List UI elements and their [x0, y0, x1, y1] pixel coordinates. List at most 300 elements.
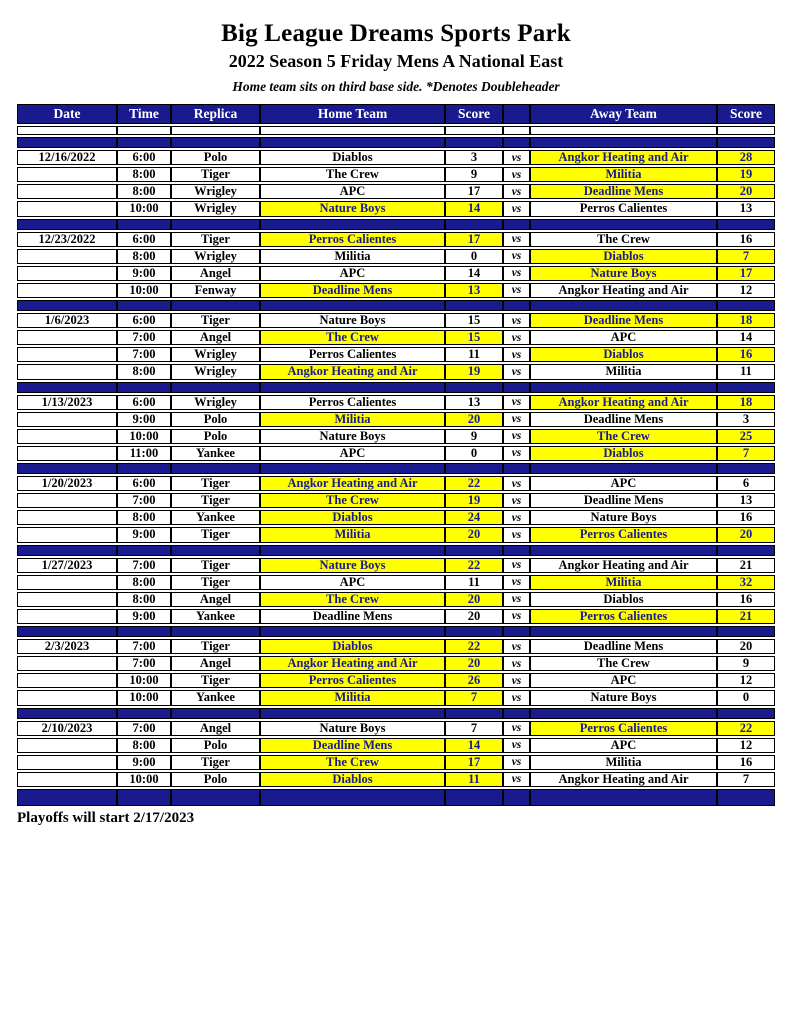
- game-row: [17, 364, 775, 379]
- time-cell: 10:00: [117, 772, 171, 787]
- home-score-cell: 20: [445, 656, 503, 671]
- separator-cell: [445, 545, 503, 556]
- away-team-cell: Deadline Mens: [530, 493, 717, 508]
- time-cell: 7:00: [117, 347, 171, 362]
- home-score-cell: 20: [445, 412, 503, 427]
- home-team-cell: Perros Calientes: [260, 395, 445, 410]
- separator-cell: [171, 300, 260, 311]
- col-header-home-score: Score: [445, 104, 503, 124]
- separator-cell: [17, 300, 117, 311]
- time-cell: 10:00: [117, 673, 171, 688]
- separator-cell: [530, 382, 717, 393]
- away-score-cell: 16: [717, 232, 775, 247]
- game-row: [17, 167, 775, 182]
- away-team-cell: Diablos: [530, 347, 717, 362]
- col-header-away-team: Away Team: [530, 104, 717, 124]
- replica-cell: Tiger: [171, 575, 260, 590]
- time-cell: 6:00: [117, 313, 171, 328]
- col-header-replica: Replica: [171, 104, 260, 124]
- away-score-cell: 13: [717, 493, 775, 508]
- home-team-cell: Perros Calientes: [260, 232, 445, 247]
- vs-cell: vs: [503, 476, 530, 491]
- separator-row: [17, 463, 775, 474]
- game-row: [17, 412, 775, 427]
- date-cell: [17, 772, 117, 787]
- home-score-cell: 26: [445, 673, 503, 688]
- time-cell: 6:00: [117, 150, 171, 165]
- replica-cell: Tiger: [171, 673, 260, 688]
- time-cell: 8:00: [117, 184, 171, 199]
- game-row: [17, 772, 775, 787]
- home-score-cell: 14: [445, 201, 503, 216]
- away-team-cell: Angkor Heating and Air: [530, 558, 717, 573]
- vs-cell: vs: [503, 150, 530, 165]
- separator-cell: [530, 137, 717, 148]
- date-cell: [17, 266, 117, 281]
- home-score-cell: 0: [445, 446, 503, 461]
- vs-cell: vs: [503, 673, 530, 688]
- time-cell: 9:00: [117, 412, 171, 427]
- time-cell: 9:00: [117, 609, 171, 624]
- schedule-table: [17, 102, 775, 808]
- away-team-cell: Angkor Heating and Air: [530, 395, 717, 410]
- date-cell: [17, 446, 117, 461]
- date-cell: 2/10/2023: [17, 721, 117, 736]
- game-row: [17, 395, 775, 410]
- spacer-cell: [117, 126, 171, 135]
- col-header-time: Time: [117, 104, 171, 124]
- time-cell: 8:00: [117, 249, 171, 264]
- game-row: [17, 510, 775, 525]
- game-row: [17, 755, 775, 770]
- replica-cell: Tiger: [171, 493, 260, 508]
- home-score-cell: 20: [445, 609, 503, 624]
- time-cell: 7:00: [117, 656, 171, 671]
- time-cell: 9:00: [117, 755, 171, 770]
- away-score-cell: 17: [717, 266, 775, 281]
- game-row: [17, 429, 775, 444]
- time-cell: 8:00: [117, 510, 171, 525]
- separator-cell: [260, 789, 445, 806]
- game-row: [17, 609, 775, 624]
- away-team-cell: Diablos: [530, 249, 717, 264]
- away-score-cell: 16: [717, 755, 775, 770]
- separator-cell: [260, 300, 445, 311]
- away-score-cell: 20: [717, 639, 775, 654]
- home-score-cell: 0: [445, 249, 503, 264]
- date-cell: [17, 690, 117, 705]
- replica-cell: Yankee: [171, 446, 260, 461]
- vs-cell: vs: [503, 656, 530, 671]
- replica-cell: Angel: [171, 656, 260, 671]
- home-team-cell: Nature Boys: [260, 429, 445, 444]
- home-team-cell: Nature Boys: [260, 558, 445, 573]
- date-cell: [17, 283, 117, 298]
- separator-cell: [445, 626, 503, 637]
- home-score-cell: 13: [445, 395, 503, 410]
- replica-cell: Tiger: [171, 313, 260, 328]
- replica-cell: Angel: [171, 330, 260, 345]
- home-team-cell: Militia: [260, 527, 445, 542]
- separator-cell: [260, 545, 445, 556]
- col-header-vs: [503, 104, 530, 124]
- game-row: [17, 575, 775, 590]
- home-score-cell: 11: [445, 575, 503, 590]
- separator-cell: [445, 463, 503, 474]
- time-cell: 8:00: [117, 738, 171, 753]
- replica-cell: Yankee: [171, 609, 260, 624]
- home-score-cell: 13: [445, 283, 503, 298]
- spacer-row: [17, 126, 775, 135]
- time-cell: 10:00: [117, 201, 171, 216]
- separator-row: [17, 789, 775, 806]
- spacer-cell: [171, 126, 260, 135]
- separator-cell: [717, 300, 775, 311]
- date-cell: [17, 493, 117, 508]
- time-cell: 7:00: [117, 639, 171, 654]
- away-team-cell: Militia: [530, 575, 717, 590]
- separator-cell: [260, 219, 445, 230]
- away-score-cell: 16: [717, 510, 775, 525]
- away-team-cell: Deadline Mens: [530, 639, 717, 654]
- col-header-date: Date: [17, 104, 117, 124]
- away-team-cell: Deadline Mens: [530, 313, 717, 328]
- separator-row: [17, 137, 775, 148]
- replica-cell: Wrigley: [171, 201, 260, 216]
- vs-cell: vs: [503, 330, 530, 345]
- vs-cell: vs: [503, 266, 530, 281]
- home-team-cell: Nature Boys: [260, 313, 445, 328]
- vs-cell: vs: [503, 639, 530, 654]
- away-team-cell: Militia: [530, 167, 717, 182]
- home-score-cell: 7: [445, 690, 503, 705]
- page-subtitle: 2022 Season 5 Friday Mens A National East: [228, 51, 564, 71]
- date-cell: [17, 592, 117, 607]
- time-cell: 10:00: [117, 690, 171, 705]
- replica-cell: Polo: [171, 429, 260, 444]
- away-score-cell: 21: [717, 558, 775, 573]
- vs-cell: vs: [503, 232, 530, 247]
- separator-cell: [17, 219, 117, 230]
- separator-cell: [117, 708, 171, 719]
- separator-cell: [17, 708, 117, 719]
- separator-cell: [530, 789, 717, 806]
- vs-cell: vs: [503, 446, 530, 461]
- vs-cell: vs: [503, 772, 530, 787]
- time-cell: 7:00: [117, 493, 171, 508]
- vs-cell: vs: [503, 201, 530, 216]
- away-score-cell: 9: [717, 656, 775, 671]
- separator-cell: [717, 137, 775, 148]
- away-team-cell: APC: [530, 673, 717, 688]
- vs-cell: vs: [503, 429, 530, 444]
- separator-cell: [260, 708, 445, 719]
- separator-cell: [717, 219, 775, 230]
- home-team-cell: Perros Calientes: [260, 347, 445, 362]
- separator-cell: [503, 137, 530, 148]
- time-cell: 9:00: [117, 527, 171, 542]
- date-cell: [17, 755, 117, 770]
- away-team-cell: The Crew: [530, 429, 717, 444]
- date-cell: [17, 201, 117, 216]
- separator-row: [17, 545, 775, 556]
- time-cell: 8:00: [117, 575, 171, 590]
- replica-cell: Fenway: [171, 283, 260, 298]
- separator-cell: [117, 219, 171, 230]
- home-score-cell: 22: [445, 558, 503, 573]
- date-cell: 1/6/2023: [17, 313, 117, 328]
- vs-cell: vs: [503, 558, 530, 573]
- date-cell: [17, 738, 117, 753]
- separator-cell: [171, 463, 260, 474]
- home-score-cell: 17: [445, 184, 503, 199]
- home-score-cell: 22: [445, 476, 503, 491]
- separator-cell: [717, 626, 775, 637]
- home-score-cell: 15: [445, 330, 503, 345]
- home-team-cell: Nature Boys: [260, 721, 445, 736]
- replica-cell: Wrigley: [171, 184, 260, 199]
- vs-cell: vs: [503, 721, 530, 736]
- separator-cell: [530, 545, 717, 556]
- time-cell: 11:00: [117, 446, 171, 461]
- home-score-cell: 14: [445, 266, 503, 281]
- date-cell: [17, 330, 117, 345]
- game-row: [17, 738, 775, 753]
- vs-cell: vs: [503, 527, 530, 542]
- vs-cell: vs: [503, 592, 530, 607]
- home-team-cell: Militia: [260, 249, 445, 264]
- replica-cell: Wrigley: [171, 249, 260, 264]
- game-row: [17, 232, 775, 247]
- date-cell: [17, 656, 117, 671]
- spacer-cell: [503, 126, 530, 135]
- home-team-cell: Diablos: [260, 510, 445, 525]
- home-score-cell: 7: [445, 721, 503, 736]
- away-score-cell: 32: [717, 575, 775, 590]
- replica-cell: Tiger: [171, 232, 260, 247]
- date-cell: [17, 347, 117, 362]
- game-row: [17, 266, 775, 281]
- vs-cell: vs: [503, 364, 530, 379]
- home-team-cell: Deadline Mens: [260, 738, 445, 753]
- home-team-cell: APC: [260, 575, 445, 590]
- separator-row: [17, 708, 775, 719]
- time-cell: 8:00: [117, 167, 171, 182]
- time-cell: 7:00: [117, 721, 171, 736]
- replica-cell: Wrigley: [171, 347, 260, 362]
- page-title: Big League Dreams Sports Park: [221, 20, 571, 47]
- game-row: [17, 446, 775, 461]
- separator-cell: [171, 545, 260, 556]
- date-cell: 1/20/2023: [17, 476, 117, 491]
- vs-cell: vs: [503, 167, 530, 182]
- home-team-cell: Diablos: [260, 150, 445, 165]
- replica-cell: Polo: [171, 412, 260, 427]
- replica-cell: Tiger: [171, 167, 260, 182]
- date-cell: 1/13/2023: [17, 395, 117, 410]
- away-score-cell: 12: [717, 673, 775, 688]
- game-row: [17, 558, 775, 573]
- separator-cell: [117, 300, 171, 311]
- home-team-cell: Deadline Mens: [260, 609, 445, 624]
- home-team-cell: APC: [260, 184, 445, 199]
- separator-cell: [717, 789, 775, 806]
- away-score-cell: 20: [717, 527, 775, 542]
- date-cell: 12/16/2022: [17, 150, 117, 165]
- away-team-cell: Perros Calientes: [530, 721, 717, 736]
- game-row: [17, 527, 775, 542]
- separator-cell: [717, 463, 775, 474]
- away-score-cell: 25: [717, 429, 775, 444]
- replica-cell: Tiger: [171, 755, 260, 770]
- vs-cell: vs: [503, 347, 530, 362]
- away-team-cell: Angkor Heating and Air: [530, 283, 717, 298]
- vs-cell: vs: [503, 738, 530, 753]
- home-score-cell: 14: [445, 738, 503, 753]
- home-score-cell: 24: [445, 510, 503, 525]
- separator-cell: [530, 300, 717, 311]
- separator-cell: [17, 789, 117, 806]
- spacer-cell: [260, 126, 445, 135]
- away-team-cell: The Crew: [530, 232, 717, 247]
- time-cell: 6:00: [117, 395, 171, 410]
- separator-cell: [503, 382, 530, 393]
- separator-cell: [260, 463, 445, 474]
- home-score-cell: 22: [445, 639, 503, 654]
- separator-cell: [530, 463, 717, 474]
- date-cell: [17, 429, 117, 444]
- date-cell: [17, 184, 117, 199]
- time-cell: 10:00: [117, 429, 171, 444]
- time-cell: 7:00: [117, 330, 171, 345]
- date-cell: [17, 527, 117, 542]
- home-team-cell: Militia: [260, 690, 445, 705]
- date-cell: [17, 510, 117, 525]
- away-score-cell: 13: [717, 201, 775, 216]
- game-row: [17, 249, 775, 264]
- date-cell: [17, 167, 117, 182]
- game-row: [17, 330, 775, 345]
- vs-cell: vs: [503, 395, 530, 410]
- vs-cell: vs: [503, 313, 530, 328]
- separator-row: [17, 382, 775, 393]
- time-cell: 6:00: [117, 232, 171, 247]
- date-cell: 12/23/2022: [17, 232, 117, 247]
- home-team-cell: Militia: [260, 412, 445, 427]
- game-row: [17, 721, 775, 736]
- away-score-cell: 7: [717, 249, 775, 264]
- vs-cell: vs: [503, 575, 530, 590]
- separator-cell: [445, 300, 503, 311]
- separator-cell: [171, 708, 260, 719]
- separator-cell: [717, 708, 775, 719]
- page-note: Home team sits on third base side. *Denotes Doubleheader: [232, 79, 560, 94]
- home-team-cell: Angkor Heating and Air: [260, 656, 445, 671]
- game-row: [17, 347, 775, 362]
- away-score-cell: 28: [717, 150, 775, 165]
- away-team-cell: Diablos: [530, 592, 717, 607]
- away-score-cell: 0: [717, 690, 775, 705]
- home-team-cell: Nature Boys: [260, 201, 445, 216]
- away-team-cell: APC: [530, 738, 717, 753]
- separator-cell: [117, 382, 171, 393]
- home-team-cell: Deadline Mens: [260, 283, 445, 298]
- date-cell: [17, 249, 117, 264]
- separator-cell: [503, 789, 530, 806]
- away-team-cell: Militia: [530, 755, 717, 770]
- replica-cell: Polo: [171, 772, 260, 787]
- home-score-cell: 17: [445, 755, 503, 770]
- separator-cell: [17, 545, 117, 556]
- separator-cell: [117, 789, 171, 806]
- home-score-cell: 15: [445, 313, 503, 328]
- separator-cell: [503, 626, 530, 637]
- vs-cell: vs: [503, 755, 530, 770]
- game-row: [17, 184, 775, 199]
- replica-cell: Tiger: [171, 527, 260, 542]
- home-score-cell: 11: [445, 772, 503, 787]
- separator-cell: [17, 463, 117, 474]
- replica-cell: Angel: [171, 592, 260, 607]
- vs-cell: vs: [503, 249, 530, 264]
- game-row: [17, 656, 775, 671]
- separator-cell: [445, 708, 503, 719]
- away-score-cell: 7: [717, 446, 775, 461]
- away-team-cell: Diablos: [530, 446, 717, 461]
- time-cell: 9:00: [117, 266, 171, 281]
- replica-cell: Polo: [171, 738, 260, 753]
- home-score-cell: 19: [445, 364, 503, 379]
- separator-cell: [171, 789, 260, 806]
- separator-cell: [171, 382, 260, 393]
- game-row: [17, 313, 775, 328]
- home-team-cell: Diablos: [260, 772, 445, 787]
- vs-cell: vs: [503, 609, 530, 624]
- separator-cell: [117, 137, 171, 148]
- replica-cell: Tiger: [171, 476, 260, 491]
- separator-cell: [171, 137, 260, 148]
- separator-cell: [717, 545, 775, 556]
- home-team-cell: The Crew: [260, 755, 445, 770]
- separator-cell: [117, 545, 171, 556]
- home-score-cell: 9: [445, 167, 503, 182]
- separator-cell: [503, 300, 530, 311]
- replica-cell: Tiger: [171, 558, 260, 573]
- separator-cell: [117, 463, 171, 474]
- separator-cell: [17, 626, 117, 637]
- away-score-cell: 18: [717, 395, 775, 410]
- date-cell: [17, 609, 117, 624]
- separator-cell: [503, 463, 530, 474]
- date-cell: [17, 673, 117, 688]
- home-team-cell: Perros Calientes: [260, 673, 445, 688]
- game-row: [17, 639, 775, 654]
- separator-cell: [530, 219, 717, 230]
- vs-cell: vs: [503, 283, 530, 298]
- away-score-cell: 12: [717, 283, 775, 298]
- away-score-cell: 14: [717, 330, 775, 345]
- home-team-cell: The Crew: [260, 493, 445, 508]
- away-team-cell: The Crew: [530, 656, 717, 671]
- separator-row: [17, 219, 775, 230]
- home-team-cell: Angkor Heating and Air: [260, 476, 445, 491]
- away-team-cell: Perros Calientes: [530, 201, 717, 216]
- away-team-cell: Deadline Mens: [530, 412, 717, 427]
- replica-cell: Yankee: [171, 690, 260, 705]
- col-header-away-score: Score: [717, 104, 775, 124]
- separator-cell: [445, 382, 503, 393]
- away-score-cell: 19: [717, 167, 775, 182]
